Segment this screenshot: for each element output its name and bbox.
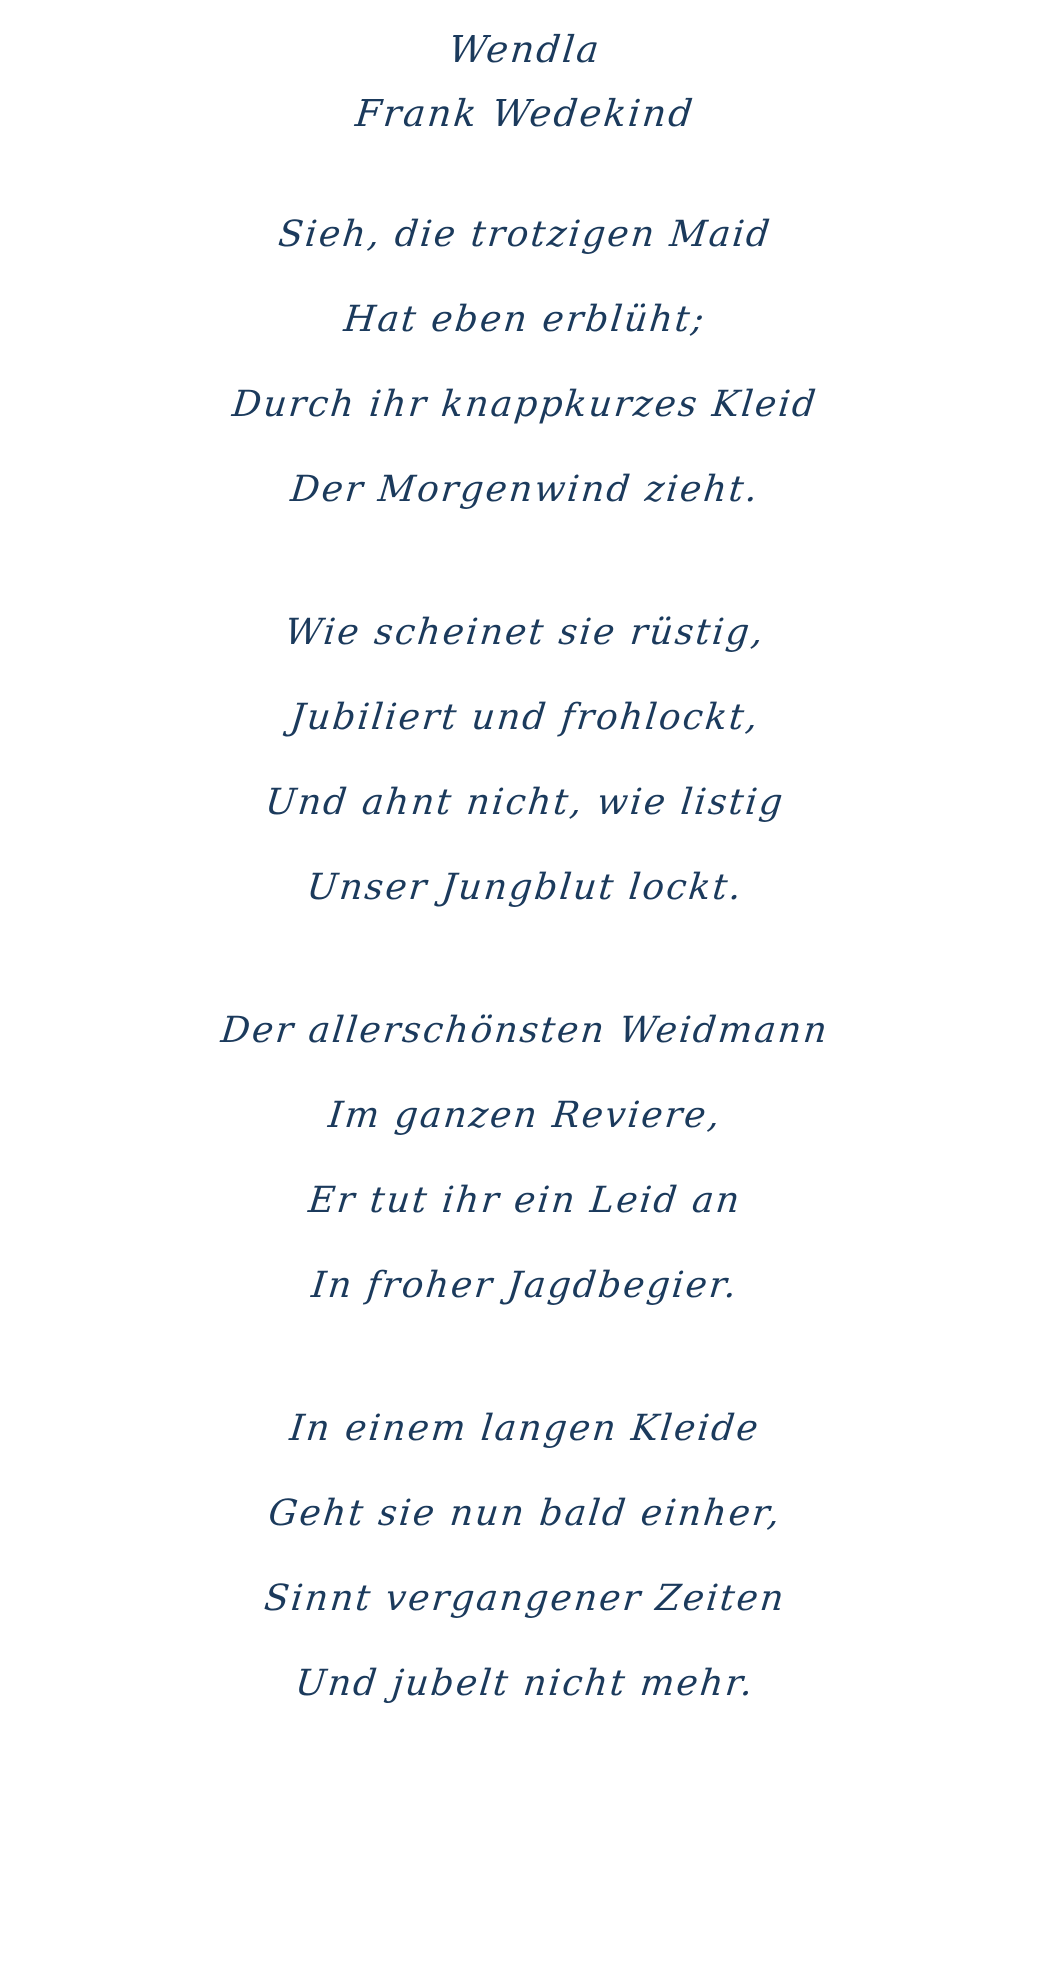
poem-line: Unser Jungblut lockt. bbox=[304, 867, 746, 908]
poem-stanza bbox=[105, 1386, 945, 1726]
poem-stanza bbox=[105, 192, 945, 532]
poem-line: Der Morgenwind zieht. bbox=[288, 469, 762, 510]
poem-title: Wendla bbox=[446, 28, 604, 71]
poem-line: Sieh, die trotzigen Maid bbox=[276, 214, 774, 255]
poem-line: Der allerschönsten Weidmann bbox=[219, 1010, 831, 1051]
poem-line: In einem langen Kleide bbox=[287, 1408, 763, 1449]
poem-line: Und ahnt nicht, wie listig bbox=[263, 782, 787, 823]
poem-stanza bbox=[105, 988, 945, 1328]
poem-line: Jubiliert und frohlockt, bbox=[288, 697, 762, 738]
poem-line: In froher Jagdbegier. bbox=[309, 1265, 741, 1306]
poem-container bbox=[105, 18, 945, 1726]
header-spacer bbox=[105, 152, 945, 192]
poem-line: Geht sie nun bald einher, bbox=[266, 1493, 784, 1534]
poem-line: Er tut ihr ein Leid an bbox=[306, 1180, 744, 1221]
poem-line: Im ganzen Reviere, bbox=[326, 1095, 724, 1136]
poem-line: Durch ihr knappkurzes Kleid bbox=[230, 384, 820, 425]
poem-line: Hat eben erblüht; bbox=[341, 299, 709, 340]
poem-line: Und jubelt nicht mehr. bbox=[293, 1663, 757, 1704]
poem-author: Frank Wedekind bbox=[353, 92, 697, 135]
poem-line: Wie scheinet sie rüstig, bbox=[283, 612, 767, 653]
poem-line: Sinnt vergangener Zeiten bbox=[262, 1578, 788, 1619]
poem-stanza bbox=[105, 590, 945, 930]
